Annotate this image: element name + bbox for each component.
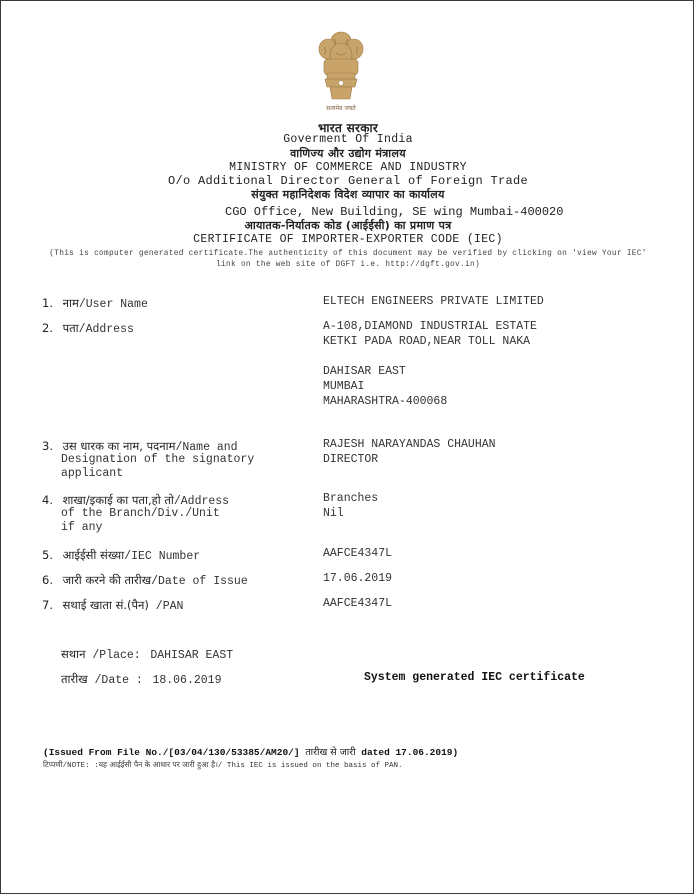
- field-label-english: /Address: [78, 323, 134, 336]
- address-line-1: A-108,DIAMOND INDUSTRIAL ESTATE: [323, 320, 537, 333]
- field-address: [42, 319, 134, 337]
- footer-note: [43, 760, 402, 770]
- field-label-english: /IEC Number: [124, 550, 201, 563]
- place-label-english: /Place:: [85, 649, 141, 662]
- field-label-hindi: शाखा/इकाई का पता,हो तो: [62, 493, 174, 507]
- field-value-user-name: ELTECH ENGINEERS PRIVATE LIMITED: [323, 295, 544, 308]
- address-line-2: KETKI PADA ROAD,NEAR TOLL NAKA: [323, 335, 531, 348]
- gov-hindi: भारत सरकार: [317, 121, 379, 135]
- system-generated-note: System generated IEC certificate: [364, 671, 585, 684]
- address-line-5: MAHARASHTRA-400068: [323, 395, 448, 408]
- issued-from-hindi: तारीख से जारी: [305, 747, 356, 758]
- field-label-hindi: नाम: [62, 296, 79, 310]
- date-of-issue-value: 17.06.2019: [323, 572, 393, 585]
- note-text-hindi: यह आईईसी पैन के आधार पर जारी हुआ है।: [98, 760, 218, 769]
- issued-from-date: dated 17.06.2019): [361, 747, 459, 758]
- field-label-hindi: आईईसी संख्या: [62, 548, 125, 562]
- pan-value: AAFCE4347L: [323, 597, 393, 610]
- field-label-english: /User Name: [78, 298, 148, 311]
- issued-from-prefix: (Issued From File No./[03/04/130/53385/AM20/]: [43, 747, 300, 758]
- certificate-title-english: CERTIFICATE OF IMPORTER-EXPORTER CODE (IEC): [193, 233, 503, 246]
- place-line: [61, 645, 233, 663]
- field-label-english-line2: Designation of the signatory: [61, 453, 255, 466]
- field-label-english: /Date of Issue: [151, 575, 248, 588]
- field-label-english: /PAN: [148, 600, 184, 613]
- field-date-of-issue: [42, 571, 248, 589]
- field-iec-number: [42, 546, 200, 564]
- field-label-english-line3: if any: [61, 521, 103, 534]
- signatory-name: RAJESH NARAYANDAS CHAUHAN: [323, 438, 496, 451]
- office-english: O/o Additional Director General of Foreign Trade: [167, 174, 529, 188]
- iec-number-value: AAFCE4347L: [323, 547, 393, 560]
- field-label-english: /Name and: [175, 441, 238, 454]
- field-pan: [42, 596, 183, 614]
- field-number: 3.: [42, 439, 53, 453]
- field-label-english-line3: applicant: [61, 467, 124, 480]
- place-label-hindi: सथान: [61, 647, 86, 661]
- emblem-motto: सत्यमेव जयते: [326, 105, 356, 112]
- verification-note-line2: link on the web site of DGFT i.e. http://dgft.gov.in): [216, 261, 480, 269]
- gov-english: Goverment Of India: [283, 133, 413, 146]
- field-number: 5.: [42, 548, 53, 562]
- date-value: 18.06.2019: [152, 674, 222, 687]
- issued-from-line: [43, 745, 458, 758]
- field-number: 7.: [42, 598, 53, 612]
- field-number: 2.: [42, 321, 53, 335]
- address-line-4: MUMBAI: [323, 380, 365, 393]
- ministry-english: MINISTRY OF COMMERCE AND INDUSTRY: [229, 161, 467, 174]
- field-number: 6.: [42, 573, 53, 587]
- branches-value: Nil: [323, 507, 344, 520]
- field-label-english: /Address: [173, 495, 230, 508]
- field-label-hindi: उस धारक का नाम, पदनाम: [62, 439, 176, 453]
- field-user-name: [42, 294, 148, 312]
- note-label-hindi: टिप्पणी: [43, 760, 63, 769]
- office-hindi: संयुक्त महानिदेशक विदेश व्यापार का कार्यालय: [251, 188, 445, 201]
- note-text-english: / This IEC is issued on the basis of PAN.: [217, 762, 403, 770]
- date-label-hindi: तारीख: [61, 672, 88, 686]
- field-label-hindi: पता: [62, 321, 79, 335]
- national-emblem-icon: [314, 29, 368, 113]
- signatory-designation: DIRECTOR: [323, 453, 379, 466]
- date-label-english: /Date :: [87, 674, 143, 687]
- field-number: 1.: [42, 296, 53, 310]
- branches-label: Branches: [323, 492, 379, 505]
- date-line: [61, 670, 221, 688]
- field-label-hindi: सथाई खाता सं.(पैन): [62, 598, 149, 612]
- address-line-3: DAHISAR EAST: [323, 365, 406, 378]
- place-value: DAHISAR EAST: [150, 649, 234, 662]
- certificate-title-hindi: आयातक-निर्यातक कोड (आईईसी) का प्रमाण पत्र: [244, 219, 452, 232]
- ministry-hindi: वाणिज्य और उद्योग मंत्रालय: [290, 147, 406, 160]
- field-label-hindi: जारी करने की तारीख: [62, 573, 152, 587]
- verification-note-line1: (This is computer generated certificate.The authenticity of this document may be verified by clicking on 'view Your IEC': [49, 250, 647, 258]
- office-address: CGO Office, New Building, SE wing Mumbai-400020: [225, 205, 564, 219]
- note-label-english: /NOTE: :: [62, 762, 99, 770]
- field-number: 4.: [42, 493, 53, 507]
- field-label-english-line2: of the Branch/Div./Unit: [61, 507, 220, 520]
